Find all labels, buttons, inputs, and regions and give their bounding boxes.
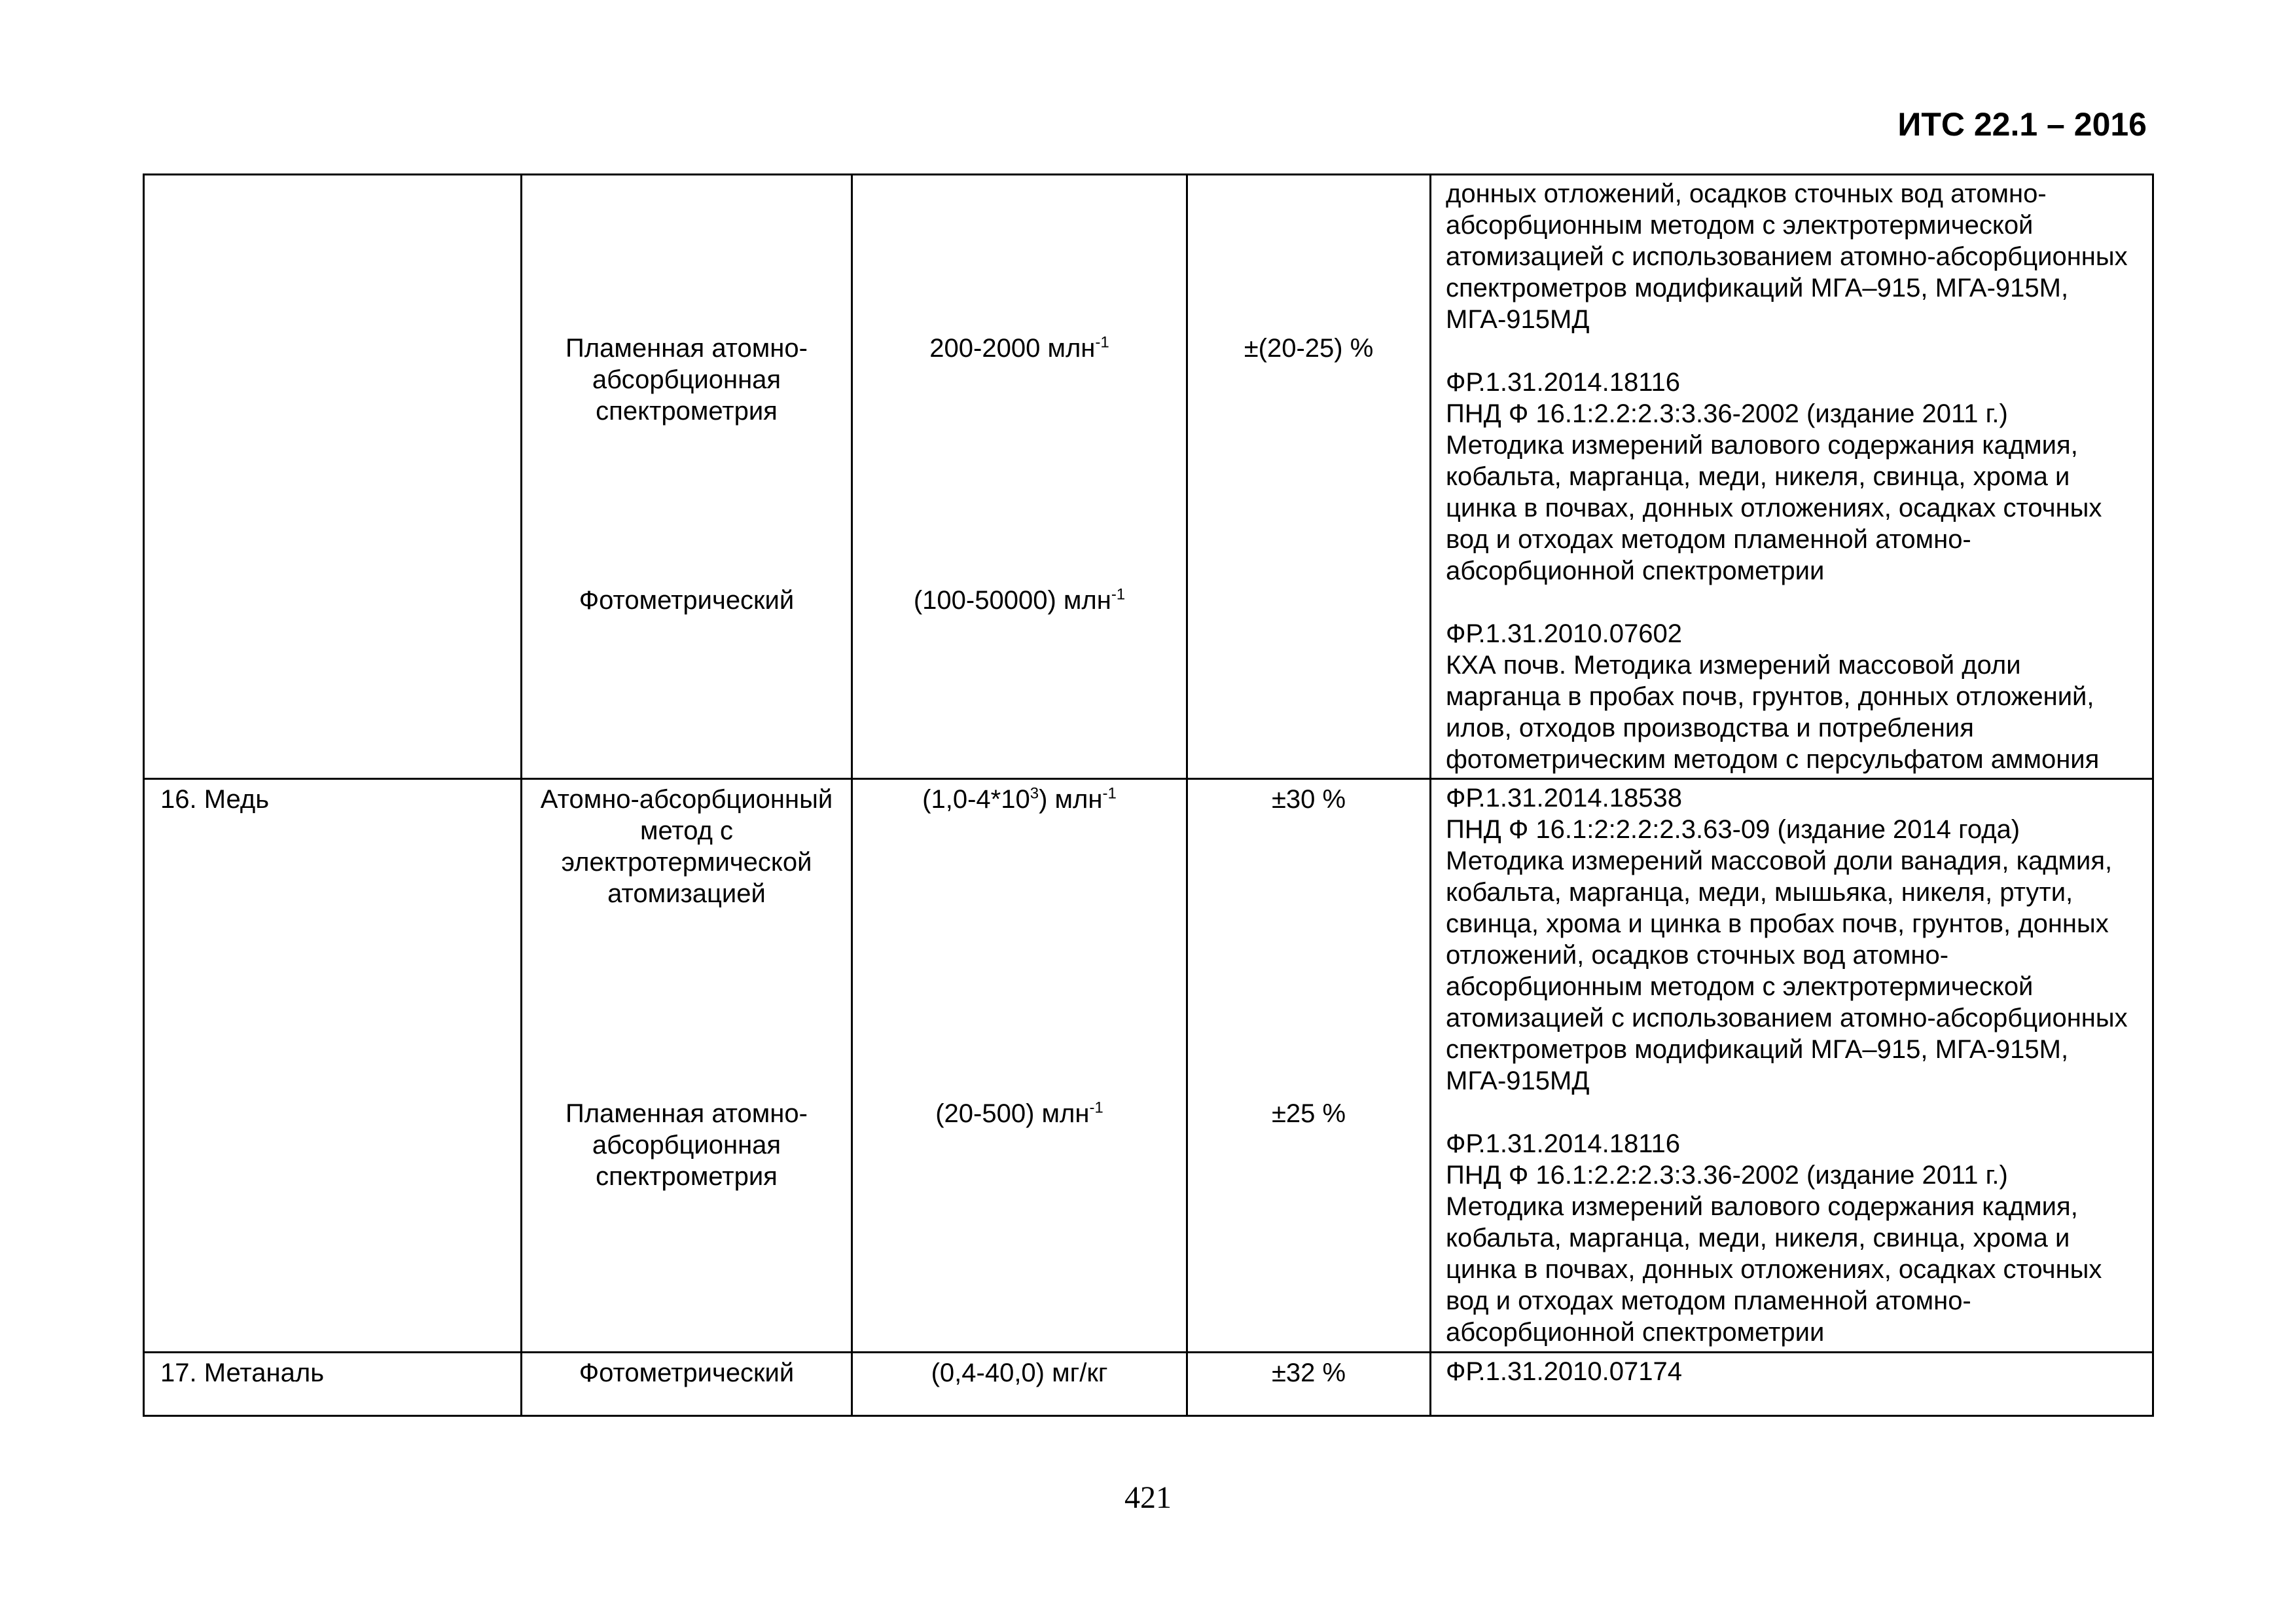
method-cell: [522, 1353, 852, 1416]
reference-text: донных отложений, осадков сточных вод атомно-абсорбционным методом с электротермической атомизацией с использованием атомно-абсорбционных спектрометров модификаций МГА–915, МГА-915М, МГА-915МД: [1446, 179, 2128, 334]
methods-table: [143, 173, 2154, 1417]
substance-cell: [144, 175, 522, 779]
reference-cell: [1431, 779, 2153, 1353]
substance-cell: [144, 1353, 522, 1416]
error-text: ±25 %: [1271, 1099, 1346, 1128]
reference-text: ФР.1.31.2010.07174: [1446, 1357, 1682, 1386]
table-row: [144, 779, 2153, 1353]
error-text: ±(20-25) %: [1244, 334, 1374, 363]
method-text: Атомно-абсорбционный метод с электротермической атомизацией: [540, 785, 833, 908]
page-number: 421: [1124, 1480, 1172, 1515]
reference-text: ФР.1.31.2014.18538 ПНД Ф 16.1:2:2.2:2.3.63-09 (издание 2014 года) Методика измерений массовой доли ванадия, кадмия, кобальта, марганца, меди, мышьяка, никеля, ртути, свинца, хрома и цинка в пробах почв, грунтов, донных отложений, осадков сточных вод атомно-абсорбционным методом с электротермической атомизацией с использованием атомно-абсорбционных спектрометров модификаций МГА–915, МГА-915М, МГА-915МД: [1446, 784, 2128, 1095]
range-text: (100-50000) млн$^{-1}$: [913, 585, 1126, 615]
range-text: $(1,0-4*10^3)$ млн$^{-1}$: [922, 784, 1117, 814]
error-cell: [1187, 779, 1431, 1353]
reference-cell: [1431, 175, 2153, 779]
reference-text: ФР.1.31.2014.18116 ПНД Ф 16.1:2.2:2.3:3.36-2002 (издание 2011 г.) Методика измерений валового содержания кадмия, кобальта, марганца, меди, никеля, свинца, хрома и цинка в почвах, донных отложениях, осадках сточных вод и отходах методом пламенной атомно-абсорбционной спектрометрии: [1446, 368, 2102, 585]
substance-name: 16. Медь: [160, 785, 270, 814]
method-cell: [522, 779, 852, 1353]
range-text: 200-2000 млн$^{-1}$: [929, 333, 1109, 363]
method-cell: [522, 175, 852, 779]
document-code: ИТС 22.1 – 2016: [1897, 106, 2147, 143]
error-cell: [1187, 175, 1431, 779]
table-row: [144, 1353, 2153, 1416]
range-cell: [852, 1353, 1187, 1416]
error-text: ±30 %: [1271, 785, 1346, 814]
error-text: ±32 %: [1271, 1359, 1346, 1387]
range-cell: [852, 779, 1187, 1353]
reference-text: ФР.1.31.2014.18116 ПНД Ф 16.1:2.2:2.3:3.36-2002 (издание 2011 г.) Методика измерений валового содержания кадмия, кобальта, марганца, меди, никеля, свинца, хрома и цинка в почвах, донных отложениях, осадках сточных вод и отходах методом пламенной атомно-абсорбционной спектрометрии: [1446, 1129, 2102, 1347]
substance-name: 17. Метаналь: [160, 1359, 325, 1387]
range-text: (0,4-40,0) мг/кг: [931, 1359, 1108, 1387]
method-text: Фотометрический: [579, 1359, 795, 1387]
method-text: Пламенная атомно-абсорбционная спектрометрия: [565, 1099, 808, 1191]
method-text: Пламенная атомно-абсорбционная спектрометрия: [565, 334, 808, 426]
error-cell: [1187, 1353, 1431, 1416]
reference-text: ФР.1.31.2010.07602 КХА почв. Методика измерений массовой доли марганца в пробах почв, грунтов, донных отложений, илов, отходов производства и потребления фотометрическим методом с персульфатом аммония: [1446, 619, 2100, 774]
range-text: (20-500) млн$^{-1}$: [935, 1099, 1103, 1128]
range-cell: [852, 175, 1187, 779]
table-row: [144, 175, 2153, 779]
substance-cell: [144, 779, 522, 1353]
method-text: Фотометрический: [579, 586, 795, 615]
reference-cell: [1431, 1353, 2153, 1416]
